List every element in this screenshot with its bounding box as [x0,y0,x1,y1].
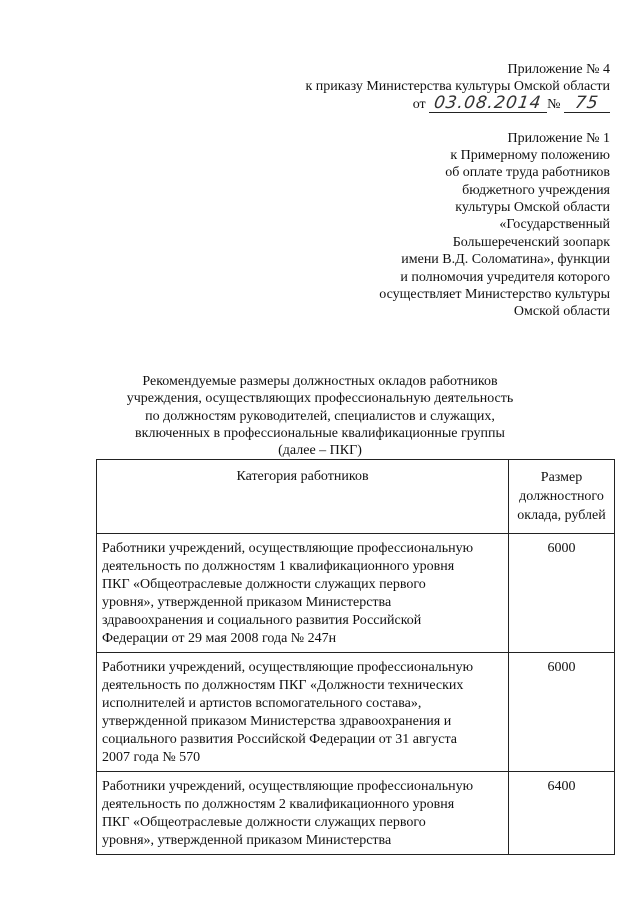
date-prefix: от [412,97,426,112]
appendix-1-line-11: Омской области [513,304,610,319]
row-2-salary: 6000 [509,653,615,772]
appendix-1-line-3: об оплате труда работников [445,165,610,180]
appendix-1-line-4: бюджетного учреждения [462,183,610,198]
row-3-salary: 6400 [509,772,615,855]
header-size-line-1: Размер [540,470,583,485]
header-size-line-3: оклада, рублей [517,508,606,523]
row-2-line-4: утвержденной приказом Министерства здравоохранения и [102,714,452,729]
appendix-4-title: Приложение № 4 [507,62,610,77]
row-3-line-4: уровня», утвержденной приказом Министерства [102,833,392,848]
appendix-1-line-6: «Государственный [499,217,610,232]
order-number-field [564,93,610,113]
row-2-line-5: социального развития Российской Федерации от 31 августа [102,732,458,747]
appendix-1-line-2: к Примерному положению [450,148,610,163]
title-line-1: Рекомендуемые размеры должностных окладов работников [142,374,498,389]
row-3-line-3: ПКГ «Общеотраслевые должности служащих первого [102,815,426,830]
row-2-line-3: исполнителей и артистов вспомогательного состава», [102,696,422,711]
row-3-line-2: деятельность по должностям 2 квалификационного уровня [102,797,455,812]
appendix-1-line-9: и полномочия учредителя которого [400,270,610,285]
row-1-line-3: ПКГ «Общеотраслевые должности служащих первого [102,577,426,592]
header-size-line-2: должностного [519,489,604,504]
table-row [97,772,615,855]
title-line-4: включенных в профессиональные квалификационные группы [135,426,505,441]
row-1-line-5: здравоохранения и социального развития Российской [102,613,422,628]
row-1-line-6: Федерации от 29 мая 2008 года № 247н [102,631,337,646]
number-prefix: № [547,97,561,112]
row-1-category [97,534,509,653]
row-2-line-1: Работники учреждений, осуществляющие профессиональную [102,660,474,675]
table-row [97,534,615,653]
appendix-1-line-7: Большереченский зоопарк [452,235,610,250]
appendix-1-line-1: Приложение № 1 [507,131,610,146]
header-size [509,460,615,534]
title-line-2: учреждения, осуществляющих профессиональную деятельность [126,391,514,406]
order-reference: к приказу Министерства культуры Омской области [305,79,610,94]
header-category: Категория работников [97,460,509,534]
row-3-line-1: Работники учреждений, осуществляющие профессиональную [102,779,474,794]
table-header-row [97,460,615,534]
appendix-1-line-5: культуры Омской области [455,200,610,215]
row-1-line-2: деятельность по должностям 1 квалификационного уровня [102,559,455,574]
row-1-line-4: уровня», утвержденной приказом Министерства [102,595,392,610]
row-2-line-6: 2007 года № 570 [102,750,201,765]
row-2-line-2: деятельность по должностям ПКГ «Должности технических [102,678,464,693]
table-row [97,653,615,772]
order-date-field [429,93,547,113]
handwritten-number: 75 [573,93,601,113]
row-3-category [97,772,509,855]
appendix-1-line-8: имени В.Д. Соломатина», функции [401,252,610,267]
title-line-5: (далее – ПКГ) [278,443,362,458]
row-1-line-1: Работники учреждений, осуществляющие профессиональную [102,541,474,556]
row-1-salary: 6000 [509,534,615,653]
handwritten-date: 03.08.2014 [433,93,544,113]
salary-table [96,459,615,855]
row-2-category [97,653,509,772]
order-date-line [412,93,610,113]
appendix-1-line-10: осуществляет Министерство культуры [379,287,610,302]
title-line-3: по должностям руководителей, специалистов и служащих, [145,409,495,424]
